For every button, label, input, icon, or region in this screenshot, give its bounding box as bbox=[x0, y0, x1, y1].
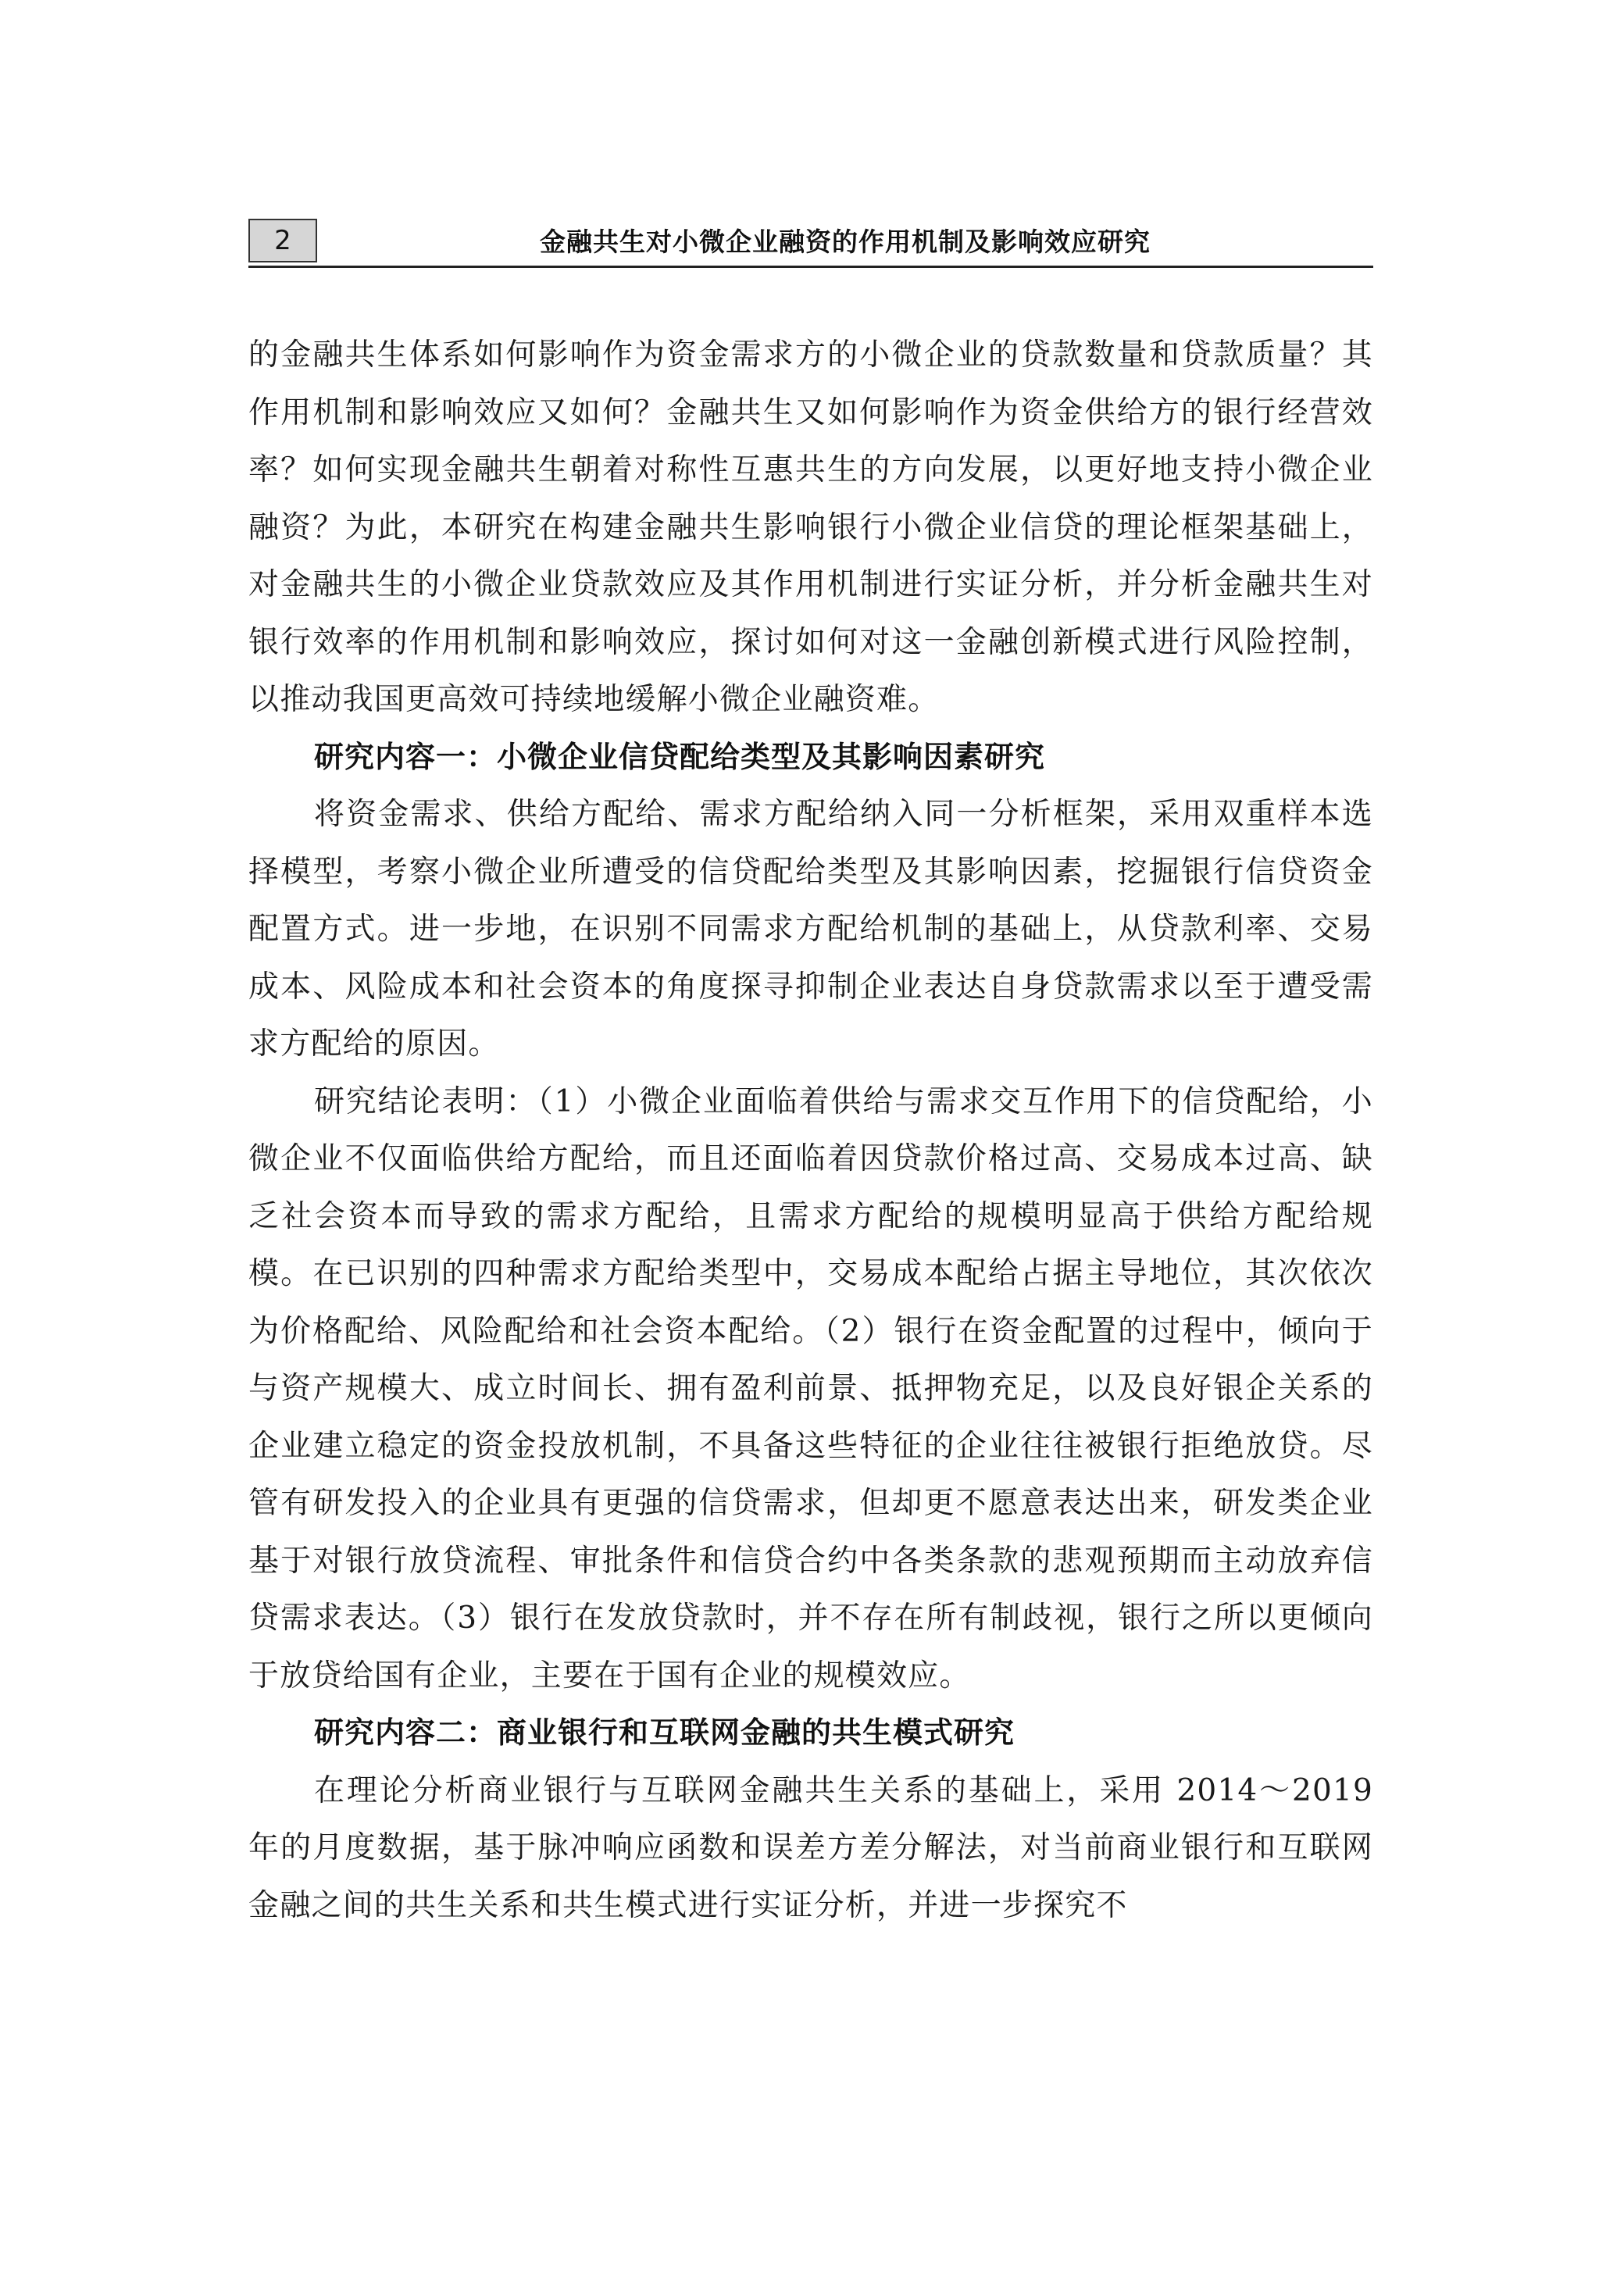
paragraph-intro: 的金融共生体系如何影响作为资金需求方的小微企业的贷款数量和贷款质量？其作用机制和影响效应又如何？金融共生又如何影响作为资金供给方的银行经营效率？如何实现金融共生朝着对称性互惠共生的方向发展，以更好地支持小微企业融资？为此，本研究在构建金融共生影响银行小微企业信贷的理论框架基础上，对金融共生的小微企业贷款效应及其作用机制进行实证分析，并分析金融共生对银行效率的作用机制和影响效应，探讨如何对这一金融创新模式进行风险控制，以推动我国更高效可持续地缓解小微企业融资难。 bbox=[248, 337, 1373, 717]
section-heading-1: 研究内容一：小微企业信贷配给类型及其影响因素研究 bbox=[314, 739, 1046, 774]
body-text bbox=[248, 327, 1373, 1934]
page-header bbox=[248, 219, 1373, 268]
running-title: 金融共生对小微企业融资的作用机制及影响效应研究 bbox=[540, 227, 1151, 257]
paragraph-1a: 将资金需求、供给方配给、需求方配给纳入同一分析框架，采用双重样本选择模型，考察小微企业所遭受的信贷配给类型及其影响因素，挖掘银行信贷资金配置方式。进一步地，在识别不同需求方配给机制的基础上，从贷款利率、交易成本、风险成本和社会资本的角度探寻抑制企业表达自身贷款需求以至于遭受需求方配给的原因。 bbox=[248, 797, 1373, 1062]
section-heading-2: 研究内容二：商业银行和互联网金融的共生模式研究 bbox=[314, 1715, 1015, 1750]
paragraph-1b: 研究结论表明：（1）小微企业面临着供给与需求交互作用下的信贷配给，小微企业不仅面临供给方配给，而且还面临着因贷款价格过高、交易成本过高、缺乏社会资本而导致的需求方配给，且需求方配给的规模明显高于供给方配给规模。在已识别的四种需求方配给类型中，交易成本配给占据主导地位，其次依次为价格配给、风险配给和社会资本配给。（2）银行在资金配置的过程中，倾向于与资产规模大、成立时间长、拥有盈利前景、抵押物充足，以及良好银企关系的企业建立稳定的资金投放机制，不具备这些特征的企业往往被银行拒绝放贷。尽管有研发投入的企业具有更强的信贷需求，但却更不愿意表达出来，研发类企业基于对银行放贷流程、审批条件和信贷合约中各类条款的悲观预期而主动放弃信贷需求表达。（3）银行在发放贷款时，并不存在所有制歧视，银行之所以更倾向于放贷给国有企业，主要在于国有企业的规模效应。 bbox=[248, 1083, 1373, 1694]
paragraph-2a: 在理论分析商业银行与互联网金融共生关系的基础上，采用 2014～2019 年的月度数据，基于脉冲响应函数和误差方差分解法，对当前商业银行和互联网金融之间的共生关系和共生模式进行实证分析，并进一步探究不 bbox=[248, 1772, 1373, 1923]
page-number: 2 bbox=[248, 219, 317, 262]
